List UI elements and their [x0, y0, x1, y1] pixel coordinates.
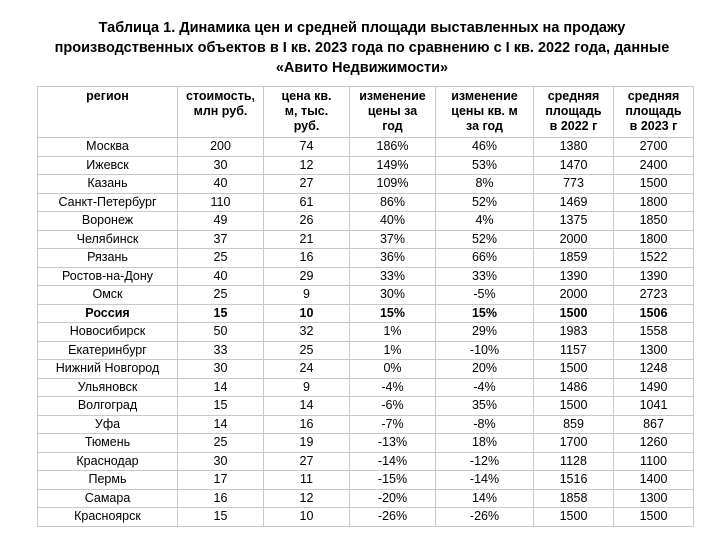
- table-row: [38, 452, 694, 471]
- cell-avg-area-2022: 1859: [534, 249, 614, 268]
- cell-avg-area-2023: 2400: [614, 156, 694, 175]
- caption-line-1: Таблица 1. Динамика цен и средней площади выставленных на продажу: [98, 20, 626, 36]
- cell-avg-area-2023: 1400: [614, 471, 694, 490]
- table-row: [38, 415, 694, 434]
- cell-avg-area-2022: 1486: [534, 378, 614, 397]
- table-row: [38, 286, 694, 305]
- header-line: цена кв.: [281, 89, 332, 103]
- cell-avg-area-2023: 1522: [614, 249, 694, 268]
- table-row: [38, 508, 694, 527]
- cell-avg-area-2023: 1248: [614, 360, 694, 379]
- cell-price-per-sqm: 29: [264, 267, 350, 286]
- cell-avg-area-2023: 2700: [614, 138, 694, 157]
- cell-avg-area-2023: 1850: [614, 212, 694, 231]
- cell-cost: 50: [178, 323, 264, 342]
- caption-line-2: производственных объектов в I кв. 2023 года по сравнению с I кв. 2022 года, данные: [54, 40, 670, 56]
- cell-region: Москва: [38, 138, 178, 157]
- column-header-region: [38, 87, 178, 138]
- cell-region: Казань: [38, 175, 178, 194]
- cell-region: Челябинск: [38, 230, 178, 249]
- cell-avg-area-2023: 1800: [614, 230, 694, 249]
- cell-price-change: 33%: [350, 267, 436, 286]
- column-header-avg-area-2023: [614, 87, 694, 138]
- cell-price-change: -4%: [350, 378, 436, 397]
- header-line: изменение: [359, 89, 426, 103]
- cell-avg-area-2023: 1260: [614, 434, 694, 453]
- cell-sqm-price-change: -4%: [436, 378, 534, 397]
- cell-price-per-sqm: 9: [264, 378, 350, 397]
- header-line: площадь: [625, 104, 682, 118]
- cell-price-change: 1%: [350, 323, 436, 342]
- cell-region: Красноярск: [38, 508, 178, 527]
- cell-price-per-sqm: 19: [264, 434, 350, 453]
- cell-price-per-sqm: 11: [264, 471, 350, 490]
- cell-sqm-price-change: 66%: [436, 249, 534, 268]
- cell-price-change: 149%: [350, 156, 436, 175]
- table-row: [38, 156, 694, 175]
- cell-avg-area-2023: 1500: [614, 508, 694, 527]
- cell-sqm-price-change: 53%: [436, 156, 534, 175]
- header-line: год: [382, 119, 403, 133]
- cell-price-change: 15%: [350, 304, 436, 323]
- cell-avg-area-2022: 1700: [534, 434, 614, 453]
- cell-cost: 30: [178, 452, 264, 471]
- cell-sqm-price-change: 15%: [436, 304, 534, 323]
- header-line: средняя: [547, 89, 600, 103]
- cell-region: Волгоград: [38, 397, 178, 416]
- table-row: [38, 323, 694, 342]
- cell-sqm-price-change: 33%: [436, 267, 534, 286]
- cell-price-per-sqm: 12: [264, 156, 350, 175]
- column-header-avg-area-2022: [534, 87, 614, 138]
- cell-avg-area-2022: 1469: [534, 193, 614, 212]
- cell-sqm-price-change: 52%: [436, 193, 534, 212]
- cell-avg-area-2022: 1500: [534, 397, 614, 416]
- cell-cost: 25: [178, 434, 264, 453]
- cell-price-per-sqm: 32: [264, 323, 350, 342]
- cell-price-per-sqm: 27: [264, 175, 350, 194]
- cell-cost: 15: [178, 508, 264, 527]
- cell-cost: 25: [178, 249, 264, 268]
- cell-avg-area-2023: 1390: [614, 267, 694, 286]
- table-row: [38, 471, 694, 490]
- table-row: [38, 304, 694, 323]
- table-row: [38, 212, 694, 231]
- cell-sqm-price-change: -14%: [436, 471, 534, 490]
- header-line: стоимость,: [185, 89, 255, 103]
- cell-price-per-sqm: 16: [264, 249, 350, 268]
- cell-avg-area-2023: 1506: [614, 304, 694, 323]
- cell-price-change: 0%: [350, 360, 436, 379]
- cell-cost: 49: [178, 212, 264, 231]
- cell-cost: 15: [178, 397, 264, 416]
- cell-region: Самара: [38, 489, 178, 508]
- table-row: [38, 267, 694, 286]
- header-line: в 2023 г: [629, 119, 678, 133]
- cell-region: Краснодар: [38, 452, 178, 471]
- cell-price-change: 30%: [350, 286, 436, 305]
- cell-avg-area-2023: 1490: [614, 378, 694, 397]
- header-line: регион: [86, 89, 129, 103]
- table-row: [38, 138, 694, 157]
- cell-region: Воронеж: [38, 212, 178, 231]
- cell-cost: 16: [178, 489, 264, 508]
- cell-cost: 30: [178, 156, 264, 175]
- cell-region: Рязань: [38, 249, 178, 268]
- price-area-table: [37, 86, 694, 527]
- cell-avg-area-2023: 1500: [614, 175, 694, 194]
- cell-price-change: 37%: [350, 230, 436, 249]
- cell-price-change: -7%: [350, 415, 436, 434]
- cell-region: Россия: [38, 304, 178, 323]
- cell-price-change: -26%: [350, 508, 436, 527]
- cell-price-change: -13%: [350, 434, 436, 453]
- cell-price-change: 1%: [350, 341, 436, 360]
- header-line: цены кв. м: [451, 104, 518, 118]
- cell-avg-area-2022: 1983: [534, 323, 614, 342]
- cell-price-per-sqm: 14: [264, 397, 350, 416]
- table-row: [38, 378, 694, 397]
- cell-price-change: 109%: [350, 175, 436, 194]
- cell-cost: 37: [178, 230, 264, 249]
- cell-region: Тюмень: [38, 434, 178, 453]
- cell-avg-area-2022: 1500: [534, 304, 614, 323]
- cell-price-change: 86%: [350, 193, 436, 212]
- cell-avg-area-2022: 1516: [534, 471, 614, 490]
- cell-price-per-sqm: 9: [264, 286, 350, 305]
- cell-avg-area-2023: 1100: [614, 452, 694, 471]
- cell-sqm-price-change: 52%: [436, 230, 534, 249]
- cell-price-per-sqm: 10: [264, 508, 350, 527]
- cell-region: Ижевск: [38, 156, 178, 175]
- cell-region: Ульяновск: [38, 378, 178, 397]
- cell-price-per-sqm: 21: [264, 230, 350, 249]
- cell-region: Пермь: [38, 471, 178, 490]
- header-line: руб.: [293, 119, 320, 133]
- table-row: [38, 341, 694, 360]
- cell-sqm-price-change: 14%: [436, 489, 534, 508]
- cell-region: Нижний Новгород: [38, 360, 178, 379]
- table-row: [38, 230, 694, 249]
- cell-avg-area-2022: 1128: [534, 452, 614, 471]
- cell-cost: 40: [178, 175, 264, 194]
- cell-avg-area-2022: 2000: [534, 286, 614, 305]
- cell-sqm-price-change: 29%: [436, 323, 534, 342]
- cell-cost: 40: [178, 267, 264, 286]
- column-header-sqm-price-change: [436, 87, 534, 138]
- cell-cost: 17: [178, 471, 264, 490]
- cell-price-change: -6%: [350, 397, 436, 416]
- header-line: м, тыс.: [284, 104, 329, 118]
- cell-price-change: -20%: [350, 489, 436, 508]
- cell-sqm-price-change: 46%: [436, 138, 534, 157]
- cell-price-change: -15%: [350, 471, 436, 490]
- cell-avg-area-2022: 1157: [534, 341, 614, 360]
- cell-avg-area-2023: 1300: [614, 489, 694, 508]
- cell-avg-area-2022: 773: [534, 175, 614, 194]
- cell-sqm-price-change: 20%: [436, 360, 534, 379]
- cell-avg-area-2023: 1041: [614, 397, 694, 416]
- cell-avg-area-2022: 1390: [534, 267, 614, 286]
- column-header-cost: [178, 87, 264, 138]
- cell-price-per-sqm: 10: [264, 304, 350, 323]
- cell-cost: 14: [178, 415, 264, 434]
- cell-price-change: -14%: [350, 452, 436, 471]
- cell-region: Ростов-на-Дону: [38, 267, 178, 286]
- cell-avg-area-2022: 1500: [534, 508, 614, 527]
- header-line: млн руб.: [193, 104, 248, 118]
- table-body: [38, 138, 694, 527]
- table-row: [38, 193, 694, 212]
- cell-avg-area-2022: 1858: [534, 489, 614, 508]
- cell-price-per-sqm: 25: [264, 341, 350, 360]
- table-row: [38, 397, 694, 416]
- cell-sqm-price-change: 4%: [436, 212, 534, 231]
- cell-cost: 14: [178, 378, 264, 397]
- cell-price-per-sqm: 12: [264, 489, 350, 508]
- cell-avg-area-2022: 2000: [534, 230, 614, 249]
- cell-avg-area-2023: 1558: [614, 323, 694, 342]
- cell-sqm-price-change: -12%: [436, 452, 534, 471]
- cell-region: Екатеринбург: [38, 341, 178, 360]
- cell-region: Новосибирск: [38, 323, 178, 342]
- table-row: [38, 360, 694, 379]
- cell-avg-area-2023: 2723: [614, 286, 694, 305]
- cell-cost: 110: [178, 193, 264, 212]
- header-line: в 2022 г: [549, 119, 598, 133]
- cell-sqm-price-change: 35%: [436, 397, 534, 416]
- cell-price-per-sqm: 74: [264, 138, 350, 157]
- caption-line-3: «Авито Недвижимости»: [275, 60, 449, 76]
- column-header-price-change: [350, 87, 436, 138]
- cell-sqm-price-change: 8%: [436, 175, 534, 194]
- cell-cost: 200: [178, 138, 264, 157]
- cell-region: Уфа: [38, 415, 178, 434]
- cell-price-per-sqm: 16: [264, 415, 350, 434]
- cell-region: Омск: [38, 286, 178, 305]
- cell-avg-area-2022: 1375: [534, 212, 614, 231]
- cell-sqm-price-change: -8%: [436, 415, 534, 434]
- cell-cost: 25: [178, 286, 264, 305]
- header-line: изменение: [451, 89, 518, 103]
- cell-avg-area-2023: 1800: [614, 193, 694, 212]
- cell-cost: 15: [178, 304, 264, 323]
- column-header-price-per-sqm: [264, 87, 350, 138]
- header-line: площадь: [545, 104, 602, 118]
- header-line: цены за: [367, 104, 418, 118]
- table-row: [38, 175, 694, 194]
- cell-sqm-price-change: -10%: [436, 341, 534, 360]
- cell-price-per-sqm: 24: [264, 360, 350, 379]
- cell-price-change: 36%: [350, 249, 436, 268]
- header-line: средняя: [627, 89, 680, 103]
- header-line: за год: [466, 119, 503, 133]
- table-header-row: [38, 87, 694, 138]
- cell-avg-area-2022: 1500: [534, 360, 614, 379]
- cell-price-per-sqm: 27: [264, 452, 350, 471]
- cell-avg-area-2022: 1380: [534, 138, 614, 157]
- cell-region: Санкт-Петербург: [38, 193, 178, 212]
- table-caption: [30, 18, 694, 78]
- cell-price-per-sqm: 26: [264, 212, 350, 231]
- table-row: [38, 489, 694, 508]
- cell-avg-area-2023: 867: [614, 415, 694, 434]
- table-row: [38, 249, 694, 268]
- cell-cost: 33: [178, 341, 264, 360]
- cell-sqm-price-change: 18%: [436, 434, 534, 453]
- cell-avg-area-2023: 1300: [614, 341, 694, 360]
- cell-cost: 30: [178, 360, 264, 379]
- table-row: [38, 434, 694, 453]
- cell-price-change: 40%: [350, 212, 436, 231]
- cell-sqm-price-change: -26%: [436, 508, 534, 527]
- cell-price-change: 186%: [350, 138, 436, 157]
- cell-sqm-price-change: -5%: [436, 286, 534, 305]
- cell-avg-area-2022: 859: [534, 415, 614, 434]
- cell-avg-area-2022: 1470: [534, 156, 614, 175]
- cell-price-per-sqm: 61: [264, 193, 350, 212]
